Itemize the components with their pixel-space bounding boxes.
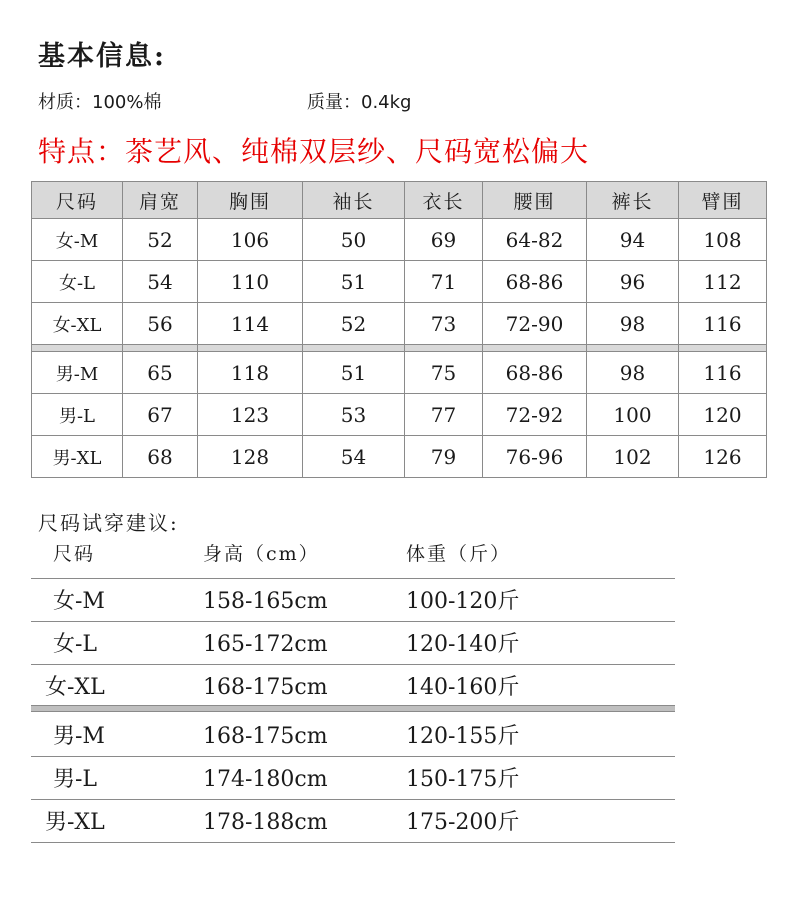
table-separator <box>31 705 675 712</box>
size-label: 女-L <box>53 632 98 657</box>
table-row <box>31 665 675 707</box>
height-range: 168-175cm <box>203 724 328 749</box>
table-cell: 68-86 <box>483 261 587 303</box>
header-cell-size: 尺码 <box>32 182 123 219</box>
header-cell-chest: 胸围 <box>198 182 303 219</box>
table-cell: 64-82 <box>483 219 587 261</box>
table-cell: 100 <box>587 394 679 436</box>
table-cell: 72-90 <box>483 303 587 345</box>
header-cell-waist: 腰围 <box>483 182 587 219</box>
table-cell: 72-92 <box>483 394 587 436</box>
size-label: 男-L <box>32 394 123 436</box>
weight-range: 100-120斤 <box>406 589 520 614</box>
table-row <box>31 800 675 843</box>
table-row <box>31 622 675 665</box>
table-cell: 98 <box>587 303 679 345</box>
table-cell: 68 <box>123 436 198 478</box>
table-cell: 94 <box>587 219 679 261</box>
table-cell: 110 <box>198 261 303 303</box>
table-cell: 67 <box>123 394 198 436</box>
size-label: 男-M <box>53 724 105 749</box>
size-label: 男-L <box>53 767 98 792</box>
size-label: 女-M <box>53 589 105 614</box>
weight-range: 140-160斤 <box>406 675 520 700</box>
size-label: 男-M <box>32 352 123 394</box>
table-cell: 98 <box>587 352 679 394</box>
size-label: 女-XL <box>45 675 105 700</box>
table-row <box>31 579 675 622</box>
table-cell: 123 <box>198 394 303 436</box>
table-cell: 51 <box>303 261 405 303</box>
table-cell: 76-96 <box>483 436 587 478</box>
table-cell: 79 <box>405 436 483 478</box>
table-cell: 56 <box>123 303 198 345</box>
fit-header-size: 尺码 <box>53 543 96 565</box>
table-row <box>32 261 767 303</box>
table-cell: 65 <box>123 352 198 394</box>
size-label: 女-M <box>32 219 123 261</box>
table-cell: 128 <box>198 436 303 478</box>
weight-range: 150-175斤 <box>406 767 520 792</box>
height-range: 165-172cm <box>203 632 328 657</box>
weight-range: 120-155斤 <box>406 724 520 749</box>
table-cell: 106 <box>198 219 303 261</box>
table-cell: 108 <box>679 219 767 261</box>
header-cell-length: 衣长 <box>405 182 483 219</box>
table-cell: 77 <box>405 394 483 436</box>
size-label: 女-XL <box>32 303 123 345</box>
table-row <box>32 303 767 345</box>
table-cell: 54 <box>123 261 198 303</box>
height-range: 178-188cm <box>203 810 328 835</box>
header-cell-pants-length: 裤长 <box>587 182 679 219</box>
features-text: 特点：茶艺风、纯棉双层纱、尺码宽松偏大 <box>38 135 590 168</box>
material-info: 材质：100%棉 <box>38 92 162 113</box>
table-row <box>31 757 675 800</box>
table-cell: 71 <box>405 261 483 303</box>
height-range: 168-175cm <box>203 675 328 700</box>
table-cell: 68-86 <box>483 352 587 394</box>
table-cell: 116 <box>679 303 767 345</box>
table-cell: 116 <box>679 352 767 394</box>
table-cell: 102 <box>587 436 679 478</box>
fit-header-weight: 体重（斤） <box>406 543 512 565</box>
header-cell-shoulder: 肩宽 <box>123 182 198 219</box>
size-label: 男-XL <box>32 436 123 478</box>
size-label: 女-L <box>32 261 123 303</box>
table-cell: 69 <box>405 219 483 261</box>
table-row <box>32 436 767 478</box>
table-cell: 73 <box>405 303 483 345</box>
table-cell: 75 <box>405 352 483 394</box>
table-cell: 50 <box>303 219 405 261</box>
header-cell-sleeve: 袖长 <box>303 182 405 219</box>
table-cell: 114 <box>198 303 303 345</box>
size-table <box>31 181 767 478</box>
table-cell: 54 <box>303 436 405 478</box>
table-cell: 51 <box>303 352 405 394</box>
table-cell: 120 <box>679 394 767 436</box>
fit-header-height: 身高（cm） <box>203 543 320 565</box>
fit-section-title: 尺码试穿建议: <box>38 511 179 535</box>
table-row <box>32 394 767 436</box>
table-cell: 126 <box>679 436 767 478</box>
size-table-header <box>32 182 767 219</box>
fit-table-header <box>31 536 675 579</box>
size-label: 男-XL <box>45 810 105 835</box>
table-cell: 96 <box>587 261 679 303</box>
table-cell: 53 <box>303 394 405 436</box>
table-row <box>31 714 675 757</box>
page-title: 基本信息: <box>38 41 166 72</box>
weight-info: 质量：0.4kg <box>307 92 412 113</box>
table-cell: 112 <box>679 261 767 303</box>
height-range: 158-165cm <box>203 589 328 614</box>
weight-range: 120-140斤 <box>406 632 520 657</box>
table-cell: 52 <box>303 303 405 345</box>
table-cell: 52 <box>123 219 198 261</box>
weight-range: 175-200斤 <box>406 810 520 835</box>
height-range: 174-180cm <box>203 767 328 792</box>
header-cell-arm: 臂围 <box>679 182 767 219</box>
table-cell: 118 <box>198 352 303 394</box>
table-separator <box>32 345 767 352</box>
table-row <box>32 219 767 261</box>
table-row <box>32 352 767 394</box>
